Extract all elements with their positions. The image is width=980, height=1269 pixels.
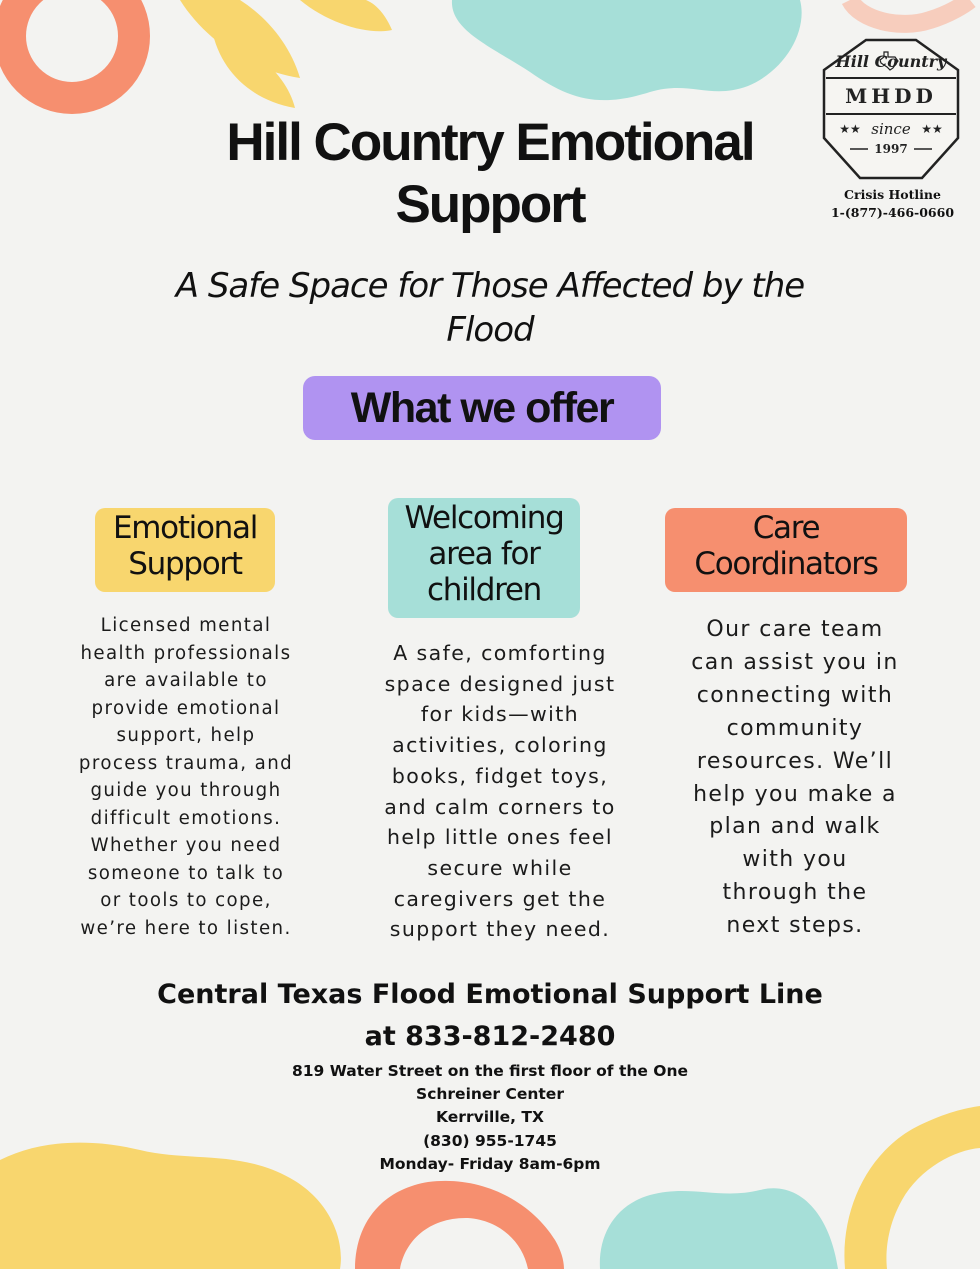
teal-blob-top [452, 0, 802, 100]
address-block [0, 1060, 980, 1176]
logo-acronym: MHDD [845, 84, 937, 108]
service-description-care-coordinators: Our care team can assist you in connecting with community resources. We’ll help you make a plan and walk with you through the next steps. [691, 617, 899, 939]
tag-welcoming-area-for-children: Welcoming area for children [388, 498, 580, 618]
logo-since: since [871, 120, 911, 138]
coral-arch-bottom [355, 1181, 564, 1269]
page-subtitle: A Safe Space for Those Affected by the Flood [175, 266, 805, 350]
page-title: Hill Country Emotional Support [226, 113, 754, 234]
tag-care-coordinators: Care Coordinators [665, 508, 907, 592]
address-hours: Monday- Friday 8am-6pm [379, 1154, 601, 1173]
coral-arc-top-right [850, 0, 970, 24]
service-description-emotional-support: Licensed mental health professionals are available to provide emotional support, help process trauma, and guide you through difficult emotions. Whether you need someone to talk to or tools to cope, we’re here to listen. [78, 615, 294, 939]
teal-blob-bottom [600, 1188, 838, 1269]
support-line-heading: Central Texas Flood Emotional Support Line at 833-812-2480 [157, 979, 823, 1052]
logo-name: Hill Country [835, 52, 947, 71]
logo-year: 1997 [874, 142, 908, 156]
address-phone: (830) 955-1745 [423, 1131, 557, 1150]
star-icon: ★★ [921, 122, 943, 136]
address-line: 819 Water Street on the first floor of the One [291, 1062, 689, 1080]
yellow-leaf-shape [300, 0, 392, 31]
what-we-offer-heading: What we offer [303, 376, 661, 440]
crisis-hotline-phone: 1-(877)-466-0660 [830, 205, 955, 220]
address-line: Schreiner Center [416, 1085, 564, 1104]
coral-ring-top-left [10, 0, 134, 98]
tag-emotional-support: Emotional Support [95, 508, 275, 592]
address-line: Kerrville, TX [436, 1108, 544, 1127]
crisis-hotline-label: Crisis Hotline [844, 187, 941, 202]
star-icon: ★★ [839, 122, 861, 136]
service-description-children-area: A safe, comforting space designed just for kids—with activities, coloring books, fidget toys, and calm corners to help little ones feel secure while caregivers get the support they need. [384, 641, 616, 942]
